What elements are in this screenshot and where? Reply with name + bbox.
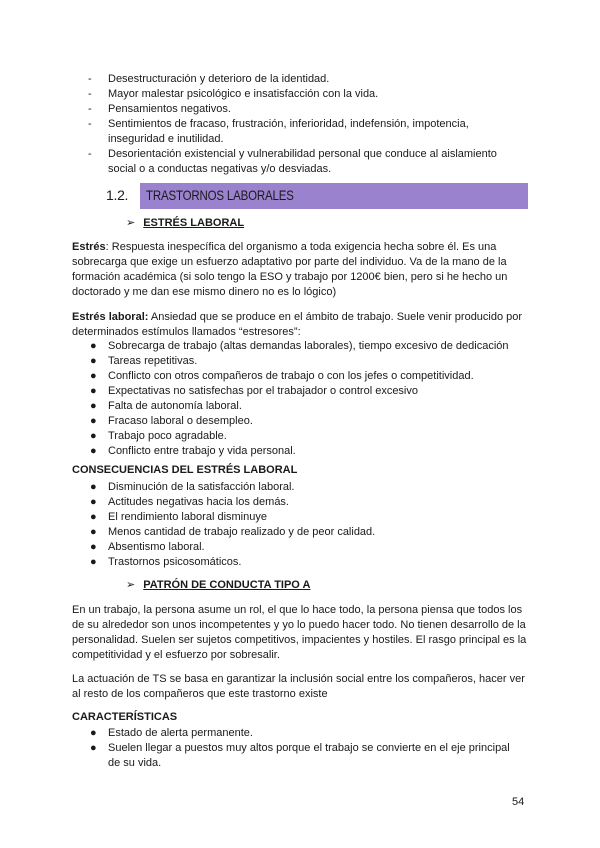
caracteristicas-list [90,726,520,771]
patron-heading: ➢ PATRÓN DE CONDUCTA TIPO A [126,579,311,591]
bullet-icon: ● [90,415,97,427]
list-item: ● Fracaso laboral o desempleo. [90,415,253,427]
section-title: TRASTORNOS LABORALES [146,187,294,203]
dash-marker: - [88,148,92,160]
consecuencias-list [90,480,520,570]
list-item: ● Expectativas no satisfechas por el trabajador o control excesivo [90,385,418,397]
bullet-icon: ● [90,430,97,442]
section-number: 1.2. [106,187,129,203]
list-item: ● El rendimiento laboral disminuye [90,511,267,523]
patron-paragraph: En un trabajo, la persona asume un rol, el que lo hace todo, la persona piensa que todos los de su alrededor son unos incompetentes y yo lo puedo hacer todo. No tienen desarrollo de la personalidad. Suelen ser sujetos competitivos, impacientes y hostiles. El rasgo principal es la competitividad y el esfuerzo por sobresalir. [72,604,527,661]
estresores-list [90,339,520,459]
dash-marker: - [88,88,92,100]
list-item: ● Trastornos psicosomáticos. [90,556,242,568]
bullet-icon: ● [90,541,97,553]
list-item: ● Conflicto entre trabajo y vida personal. [90,445,296,457]
caracteristicas-heading: CARACTERÍSTICAS [72,711,178,723]
bullet-icon: ● [90,340,97,352]
bullet-icon: ● [90,727,97,739]
list-item: - Sentimientos de fracaso, frustración, inferioridad, indefensión, impotencia, inseguridad e inutilidad. [88,118,469,145]
consecuencias-heading: CONSECUENCIAS DEL ESTRÉS LABORAL [72,464,298,476]
list-item: - Desestructuración y deterioro de la identidad. [88,73,330,85]
page-number: 54 [512,796,525,808]
list-item: ● Suelen llegar a puestos muy altos porque el trabajo se convierte en el eje principal de su vida. [90,742,510,769]
list-item: - Pensamientos negativos. [88,103,231,115]
bullet-icon: ● [90,355,97,367]
bullet-icon: ● [90,400,97,412]
list-item: ● Trabajo poco agradable. [90,430,227,442]
bullet-icon: ● [90,526,97,538]
arrow-icon: ➢ [126,217,136,229]
dash-marker: - [88,118,92,130]
bullet-icon: ● [90,496,97,508]
estres-laboral-heading: ➢ ESTRÉS LABORAL [126,217,245,229]
estres-laboral-definition: Estrés laboral: Ansiedad que se produce en el ámbito de trabajo. Suele venir producido por determinados estímulos llamados “estresores”: [72,311,523,338]
bullet-icon: ● [90,481,97,493]
list-item: ● Falta de autonomía laboral. [90,400,242,412]
list-item: - Mayor malestar psicológico e insatisfacción con la vida. [88,88,379,100]
estres-definition: Estrés: Respuesta inespecífica del organismo a toda exigencia hecha sobre él. Es una sobrecarga que exige un esfuerzo adaptativo por parte del individuo. Va de la mano de la formación académica (si solo tengo la ESO y trabajo por 1200€ bien, pero si he hecho un doctorado y me dan ese mismo dinero no es lo lógico) [72,241,508,298]
bullet-icon: ● [90,511,97,523]
bullet-icon: ● [90,370,97,382]
list-item: ● Absentismo laboral. [90,541,205,553]
list-item: ● Estado de alerta permanente. [90,727,253,739]
list-item: ● Tareas repetitivas. [90,355,198,367]
bullet-icon: ● [90,742,97,754]
dash-marker: - [88,73,92,85]
bullet-icon: ● [90,445,97,457]
bullet-icon: ● [90,556,97,568]
dash-marker: - [88,103,92,115]
list-item: - Desorientación existencial y vulnerabilidad personal que conduce al aislamiento social o a conductas negativas y/o desviadas. [88,148,497,175]
list-item: ● Conflicto con otros compañeros de trabajo o con los jefes o competitividad. [90,370,474,382]
list-item: ● Actitudes negativas hacia los demás. [90,496,289,508]
intro-list [84,72,524,177]
ts-paragraph: La actuación de TS se basa en garantizar la inclusión social entre los compañeros, hacer ver al resto de los compañeros que este trastorno existe [72,673,525,700]
list-item: ● Sobrecarga de trabajo (altas demandas laborales), tiempo excesivo de dedicación [90,340,509,352]
list-item: ● Menos cantidad de trabajo realizado y de peor calidad. [90,526,376,538]
list-item: ● Disminución de la satisfacción laboral. [90,481,295,493]
arrow-icon: ➢ [126,579,136,591]
section-heading-bar [100,183,528,209]
bullet-icon: ● [90,385,97,397]
